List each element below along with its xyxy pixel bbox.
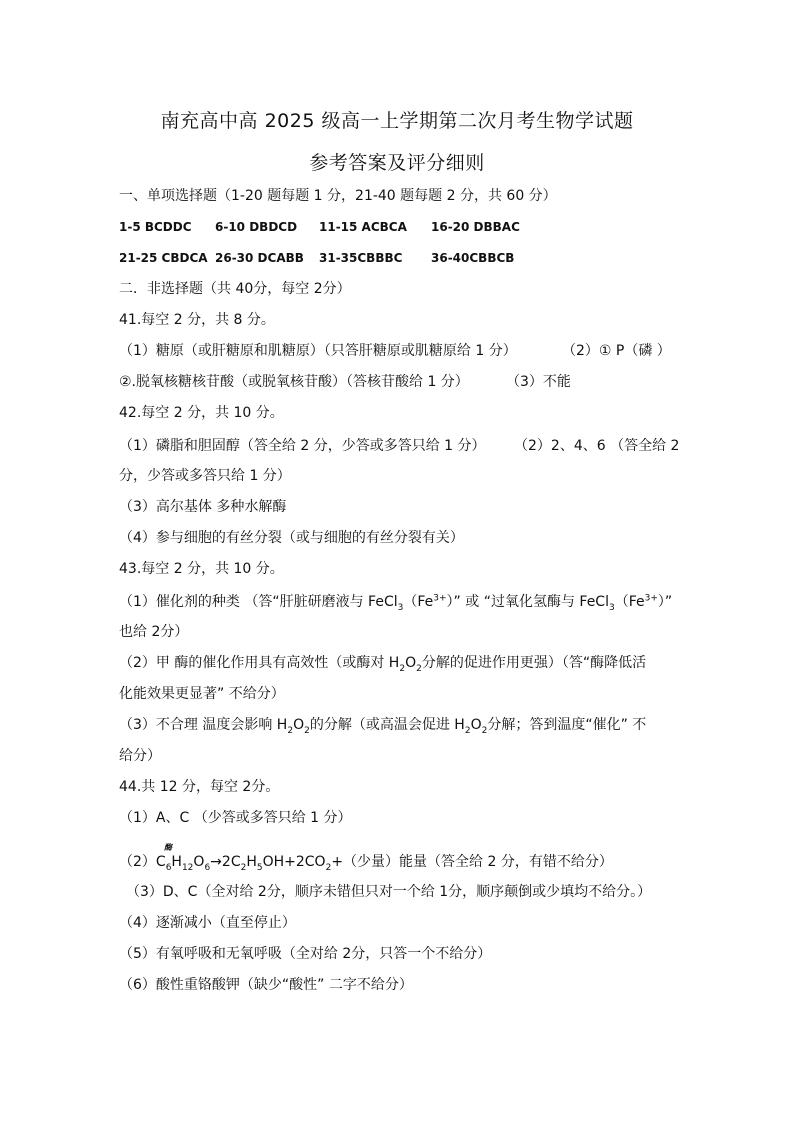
subscript: 2 [325,862,332,873]
q43-line5-pre: （3）不合理 温度会影响 H [119,717,288,733]
q43-line1-mid2: ）” 或 “过氧化氢酶与 FeCl [446,594,609,610]
q43-heading: 43.每空 2 分，共 10 分。 [119,561,284,577]
answer-group-7: 31-35CBBBC [319,251,403,265]
q43-line6: 给分） [119,748,161,764]
subscript: 2 [481,725,488,736]
q43-line3 [119,653,646,673]
subscript: 6 [204,862,211,873]
formula-part: OH+2CO [262,854,326,870]
subscript: 2 [399,663,406,674]
q44-line2-end: +（少量）能量（答全给 2 分，有错不给分） [331,854,613,870]
q43-line1-mid1: （Fe [403,594,434,610]
q42-line3: （3）高尔基体 多种水解酶 [119,499,287,515]
subscript: 3 [397,602,404,613]
q43-line5 [119,715,646,735]
q43-line5-mid: O [293,717,305,733]
q44-line4: （4）逐渐减小（直至停止） [119,915,296,931]
formula-part: H [246,854,257,870]
q43-line1 [119,592,672,612]
q44-line2-pre: （2）C [119,854,166,870]
answer-group-4: 16-20 DBBAC [431,220,520,234]
q43-line5-end: 分解；答到温度“催化” 不 [487,717,647,733]
q43-line3-mid: O [405,655,417,671]
subscript: 3 [608,602,615,613]
q42-line4: （4）参与细胞的有丝分裂（或与细胞的有丝分裂有关） [119,530,464,546]
q43-line5-mid3: O [470,717,482,733]
q43-line1-mid3: （Fe [614,594,645,610]
q44-heading: 44.共 12 分，每空 2分。 [119,779,280,795]
section1-heading: 一、单项选择题（1-20 题每题 1 分，21-40 题每题 2 分，共 60 分） [119,188,557,204]
formula-part: 2C [221,854,241,870]
answer-group-1: 1-5 BCDDC [119,220,192,234]
q42-line1a: （1）磷脂和胆固醇（答全给 2 分，少答或多答只给 1 分） [119,438,486,454]
q41-line2a: ②.脱氧核糖核苷酸（或脱氧核苷酸）（答核苷酸给 1 分） [119,374,469,390]
q43-line1-end: ）” [657,594,673,610]
subscript: 5 [256,862,263,873]
q44-line1: （1）A、C （少答或多答只给 1 分） [119,810,352,826]
page-title: 南充高中高 2025 级高一上学期第二次月考生物学试题 [160,110,634,132]
answer-group-8: 36-40CBBCB [431,251,515,265]
answer-group-5: 21-25 CBDCA [119,251,208,265]
subscript: 6 [165,862,172,873]
subscript: 2 [464,725,471,736]
q42-line2: 分，少答或多答只给 1 分） [119,468,291,484]
q43-line5-mid2: 的分解（或高温会促进 H [309,717,465,733]
q42-heading: 42.每空 2 分，共 10 分。 [119,405,284,421]
formula-part: O [193,854,205,870]
section2-heading: 二．非选择题（共 40分，每空 2分） [119,281,351,297]
subscript: 2 [304,725,310,736]
q41-heading: 41.每空 2 分，共 8 分。 [119,312,275,328]
subscript: 2 [287,725,294,736]
subscript: 2 [240,862,247,873]
superscript: 3+ [644,593,658,604]
enzyme-label: 酶 [164,843,172,852]
superscript: 3+ [433,593,447,604]
q44-line3: （3）D、C（全对给 2分，顺序未错但只对一个给 1分，顺序颠倒或少填均不给分。） [126,884,652,900]
q42-line1b: （2）2、4、6 （答全给 2 [514,438,680,454]
q43-line3-pre: （2）甲 酶的催化作用具有高效性（或酶对 H [119,655,400,671]
q43-line3-end: 分解的促进作用更强）（答“酶降低活 [421,655,647,671]
q44-line2 [119,852,613,872]
subscript: 2 [416,663,422,674]
q41-line2b: （3）不能 [506,374,571,390]
answer-group-2: 6-10 DBDCD [215,220,298,234]
q43-line4: 化能效果更显著” 不给分） [119,686,285,702]
q44-line6: （6）酸性重铬酸钾（缺少“酸性” 二字不给分） [119,977,413,993]
q43-line2: 也给 2分） [119,624,189,640]
q43-line1-pre: （1）催化剂的种类 （答“肝脏研磨液与 FeCl [119,594,398,610]
reaction-arrow: → [210,854,222,870]
answer-group-6: 26-30 DCABB [215,251,304,265]
q44-line5: （5）有氧呼吸和无氧呼吸（全对给 2分，只答一个不给分） [119,946,492,962]
answer-group-3: 11-15 ACBCA [319,220,407,234]
q41-line1a: （1）糖原（或肝糖原和肌糖原）（只答肝糖原或肌糖原给 1 分） [119,343,517,359]
subscript: 12 [181,862,194,873]
page-subtitle: 参考答案及评分细则 [309,152,485,174]
q41-line1b: （2）① P（磷 ） [562,343,671,359]
formula-part: H [171,854,182,870]
